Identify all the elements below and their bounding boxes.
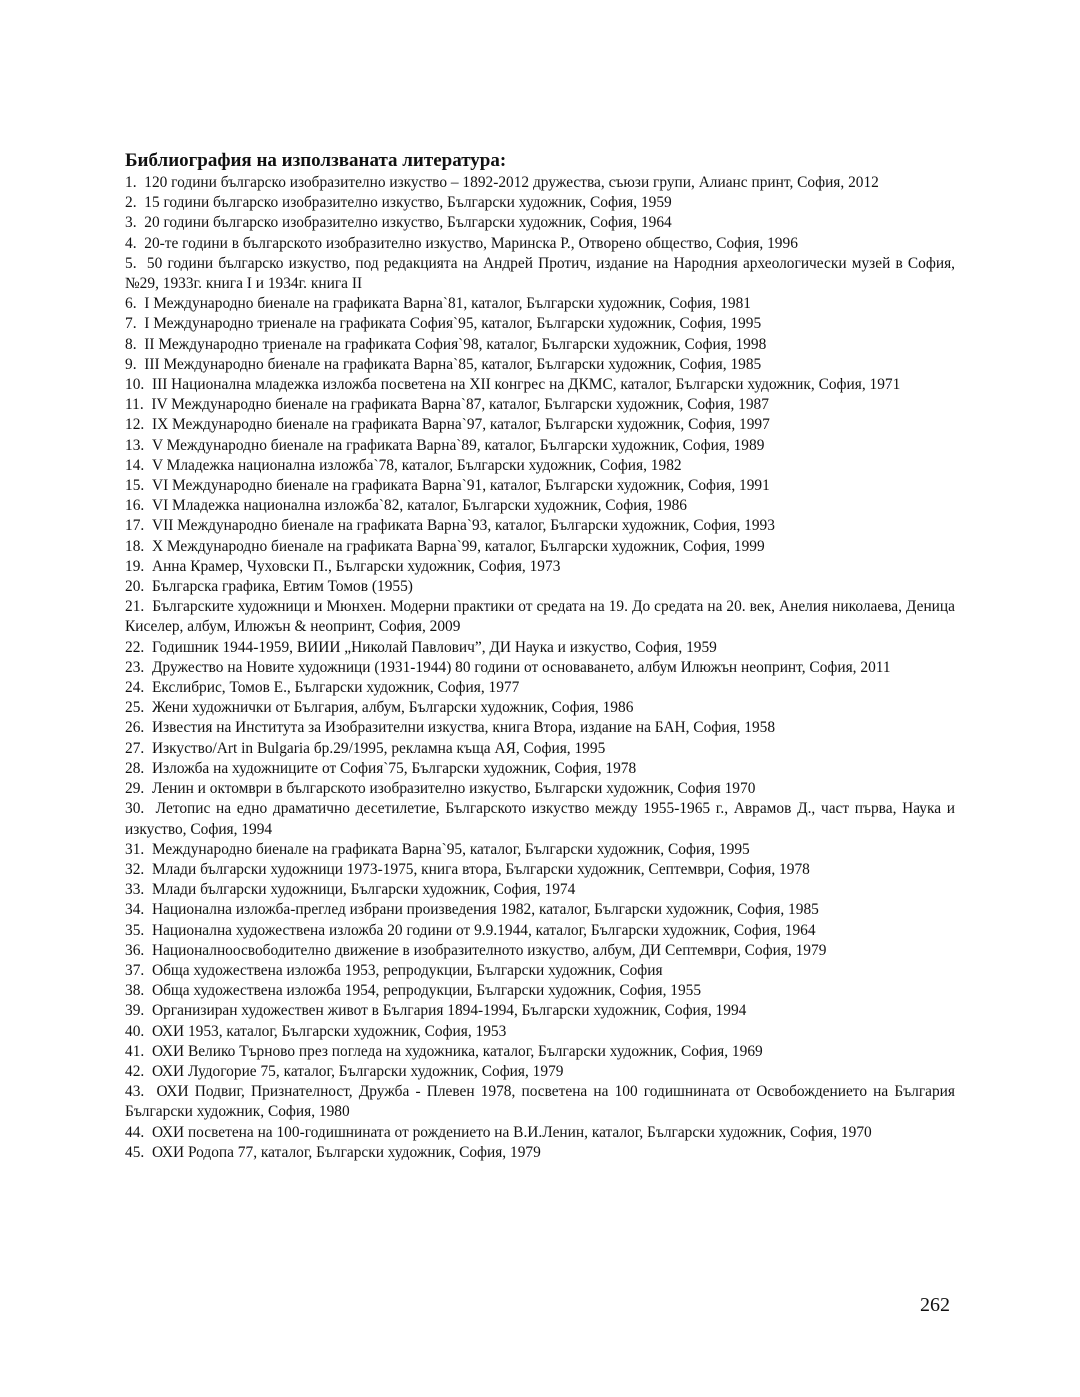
entry-number: 7. [125, 315, 137, 333]
bibliography-page [125, 149, 955, 1163]
bibliography-entry [125, 335, 955, 355]
bibliography-entry [125, 880, 955, 900]
entry-text: VII Международно биенале на графиката Варна`93, каталог, Български художник, София, 1993 [151, 517, 775, 535]
entry-number: 27. [125, 739, 145, 757]
entry-number: 28. [125, 759, 145, 777]
entry-text: 50 години българско изкуство, под редакцията на Андрей Протич, издание на Народния археологически музей в София, №29, 1933г. книга I и 1934г. книга II [125, 254, 955, 293]
entry-number: 14. [125, 456, 145, 474]
bibliography-entry [125, 173, 955, 193]
entry-number: 13. [125, 436, 145, 454]
entry-text: Национална художествена изложба 20 години от 9.9.1944, каталог, Български художник, София, 1964 [151, 921, 816, 939]
entry-text: Годишник 1944-1959, ВИИИ „Николай Павлович”, ДИ Наука и изкуство, София, 1959 [151, 638, 717, 656]
entry-text: Жени художнички от България, албум, Български художник, София, 1986 [151, 699, 634, 717]
entry-number: 31. [125, 840, 145, 858]
bibliography-entry [125, 254, 955, 294]
bibliography-entry [125, 759, 955, 779]
entry-text: ОХИ Велико Търново през погледа на художника, каталог, Български художник, София, 1969 [151, 1042, 763, 1060]
entry-number: 34. [125, 901, 145, 919]
entry-number: 32. [125, 860, 145, 878]
entry-number: 37. [125, 961, 145, 979]
entry-text: Екслибрис, Томов Е., Български художник, София, 1977 [151, 679, 520, 697]
entry-number: 1. [125, 174, 137, 191]
entry-text: 20-те години в българското изобразително изкуство, Маринска Р., Отворено общество, София, 1996 [144, 234, 798, 252]
page-number: 262 [920, 1294, 950, 1316]
entry-number: 11. [125, 396, 144, 414]
entry-number: 40. [125, 1022, 145, 1040]
entry-text: Ленин и октомври в българското изобразително изкуство, Български художник, София 1970 [151, 780, 756, 798]
entry-text: 20 години българско изобразително изкуство, Български художник, София, 1964 [144, 214, 672, 232]
entry-number: 4. [125, 234, 137, 252]
entry-number: 36. [125, 941, 145, 959]
bibliography-entry [125, 981, 955, 1001]
entry-text: ОХИ 1953, каталог, Български художник, София, 1953 [151, 1022, 507, 1040]
entry-text: ОХИ Подвиг, Признателност, Дружба - Плевен 1978, посветена на 100 годишнината от Освобождението на България Български художник, София, 1980 [125, 1083, 955, 1121]
entry-text: 120 години българско изобразително изкуство – 1892-2012 дружества, съюзи групи, Алианс принт, София, 2012 [144, 174, 879, 191]
bibliography-entry [125, 1022, 955, 1042]
entry-text: ОХИ Родопа 77, каталог, Български художник, София, 1979 [151, 1143, 541, 1161]
entry-text: V Международно биенале на графиката Варна`89, каталог, Български художник, София, 1989 [151, 436, 765, 454]
bibliography-entry [125, 941, 955, 961]
entry-text: 15 години българско изобразително изкуство, Български художник, София, 1959 [144, 194, 672, 212]
entry-text: Обща художествена изложба 1954, репродукции, Български художник, София, 1955 [151, 982, 702, 1000]
entry-number: 3. [125, 214, 137, 232]
bibliography-entry [125, 658, 955, 678]
bibliography-entry [125, 314, 955, 334]
bibliography-entry [125, 476, 955, 496]
entry-number: 21. [125, 598, 145, 616]
entry-number: 20. [125, 578, 145, 596]
bibliography-entry [125, 213, 955, 233]
bibliography-entry [125, 921, 955, 941]
entry-text: Анна Крамер, Чуховски П., Български художник, София, 1973 [151, 557, 561, 575]
bibliography-entry [125, 1062, 955, 1082]
bibliography-entry [125, 678, 955, 698]
bibliography-list [125, 173, 955, 1163]
entry-number: 35. [125, 921, 145, 939]
entry-number: 8. [125, 335, 137, 353]
entry-text: Национална изложба-преглед избрани произведения 1982, каталог, Български художник, София, 1985 [151, 901, 819, 919]
entry-number: 15. [125, 477, 145, 495]
entry-number: 30. [125, 800, 145, 818]
entry-text: Летопис на едно драматично десетилетие, Българското изкуство между 1955-1965 г., Аврамов Д., част първа, Наука и изкуство, София, 1994 [125, 800, 955, 838]
entry-number: 25. [125, 699, 145, 717]
entry-number: 9. [125, 355, 137, 373]
bibliography-entry [125, 456, 955, 476]
bibliography-entry [125, 1082, 955, 1122]
bibliography-entry [125, 961, 955, 981]
entry-text: IX Международно биенале на графиката Варна`97, каталог, Български художник, София, 1997 [151, 416, 770, 434]
bibliography-entry [125, 234, 955, 254]
entry-number: 44. [125, 1123, 145, 1141]
entry-number: 24. [125, 679, 145, 697]
bibliography-entry [125, 436, 955, 456]
bibliography-entry [125, 577, 955, 597]
bibliography-entry [125, 739, 955, 759]
entry-number: 41. [125, 1042, 145, 1060]
bibliography-entry [125, 395, 955, 415]
bibliography-entry [125, 415, 955, 435]
bibliography-entry [125, 537, 955, 557]
bibliography-entry [125, 516, 955, 536]
bibliography-entry [125, 779, 955, 799]
entry-text: Млади български художници, Български художник, София, 1974 [151, 881, 576, 899]
entry-number: 38. [125, 982, 145, 1000]
bibliography-entry [125, 1001, 955, 1021]
bibliography-entry [125, 294, 955, 314]
entry-text: Млади български художници 1973-1975, книга втора, Български художник, Септември, София, 1978 [151, 860, 810, 878]
entry-number: 39. [125, 1002, 145, 1020]
entry-number: 12. [125, 416, 145, 434]
entry-number: 10. [125, 376, 145, 394]
bibliography-entry [125, 718, 955, 738]
bibliography-entry [125, 638, 955, 658]
entry-text: Българските художници и Мюнхен. Модерни практики от средата на 19. До средата на 20. век, Анелия николаева, Деница Киселер, албум, Илюжън & неопринт, София, 2009 [125, 598, 955, 636]
entry-text: VI Младежка национална изложба`82, каталог, Български художник, София, 1986 [151, 497, 687, 515]
entry-text: IV Международно биенале на графиката Варна`87, каталог, Български художник, София, 1987 [151, 396, 769, 414]
bibliography-entry [125, 1123, 955, 1143]
entry-number: 16. [125, 497, 145, 515]
entry-text: Българска графика, Евтим Томов (1955) [151, 578, 413, 596]
bibliography-entry [125, 375, 955, 395]
entry-text: I Международно биенале на графиката Варна`81, каталог, Български художник, София, 1981 [144, 295, 751, 313]
entry-number: 18. [125, 537, 145, 555]
entry-text: Известия на Института за Изобразителни изкуства, книга Втора, издание на БАН, София, 1958 [151, 719, 776, 737]
entry-text: III Международно биенале на графиката Варна`85, каталог, Български художник, София, 1985 [144, 355, 762, 373]
entry-text: I Международно триенале на графиката София`95, каталог, Български художник, София, 1995 [144, 315, 762, 333]
bibliography-entry [125, 1143, 955, 1163]
bibliography-entry [125, 193, 955, 213]
entry-text: Международно биенале на графиката Варна`95, каталог, Български художник, София, 1995 [151, 840, 750, 858]
entry-text: Обща художествена изложба 1953, репродукции, Български художник, София [151, 961, 663, 979]
bibliography-entry [125, 597, 955, 637]
bibliography-entry [125, 1042, 955, 1062]
bibliography-entry [125, 799, 955, 839]
entry-number: 45. [125, 1143, 145, 1161]
entry-number: 17. [125, 517, 145, 535]
bibliography-entry [125, 557, 955, 577]
entry-text: X Международно биенале на графиката Варна`99, каталог, Български художник, София, 1999 [151, 537, 765, 555]
entry-number: 6. [125, 295, 137, 313]
entry-text: V Младежка национална изложба`78, каталог, Български художник, София, 1982 [151, 456, 682, 474]
entry-text: Националноосвободително движение в изобразителното изкуство, албум, ДИ Септември, София, 1979 [151, 941, 827, 959]
entry-number: 23. [125, 658, 145, 676]
entry-text: II Международно триенале на графиката София`98, каталог, Български художник, София, 1998 [144, 335, 767, 353]
bibliography-entry [125, 496, 955, 516]
bibliography-entry [125, 355, 955, 375]
entry-number: 29. [125, 780, 145, 798]
entry-number: 26. [125, 719, 145, 737]
entry-text: III Национална младежка изложба посветена на XII конгрес на ДКМС, каталог, Български художник, София, 1971 [151, 376, 901, 394]
entry-text: Изкуство/Art in Bulgaria бр.29/1995, рекламна къща АЯ, София, 1995 [151, 739, 606, 757]
bibliography-entry [125, 698, 955, 718]
entry-text: Организиран художествен живот в България 1894-1994, Български художник, София, 1994 [151, 1002, 747, 1020]
entry-text: VI Международно биенале на графиката Варна`91, каталог, Български художник, София, 1991 [151, 477, 770, 495]
bibliography-entry [125, 860, 955, 880]
entry-text: Дружество на Новите художници (1931-1944) 80 години от основаването, албум Илюжън неопринт, София, 2011 [151, 658, 891, 676]
entry-text: ОХИ Лудогорие 75, каталог, Български художник, София, 1979 [151, 1062, 564, 1080]
entry-number: 19. [125, 557, 145, 575]
entry-number: 22. [125, 638, 145, 656]
entry-number: 42. [125, 1062, 145, 1080]
entry-number: 5. [125, 254, 137, 272]
entry-text: Изложба на художниците от София`75, Български художник, София, 1978 [151, 759, 637, 777]
bibliography-entry [125, 900, 955, 920]
bibliography-entry [125, 840, 955, 860]
entry-number: 2. [125, 194, 137, 212]
entry-number: 33. [125, 881, 145, 899]
bibliography-heading: Библиография на използваната литература: [125, 150, 507, 171]
entry-number: 43. [125, 1083, 145, 1101]
entry-text: ОХИ посветена на 100-годишнината от рождението на В.И.Ленин, каталог, Български художник, София, 1970 [151, 1123, 872, 1141]
